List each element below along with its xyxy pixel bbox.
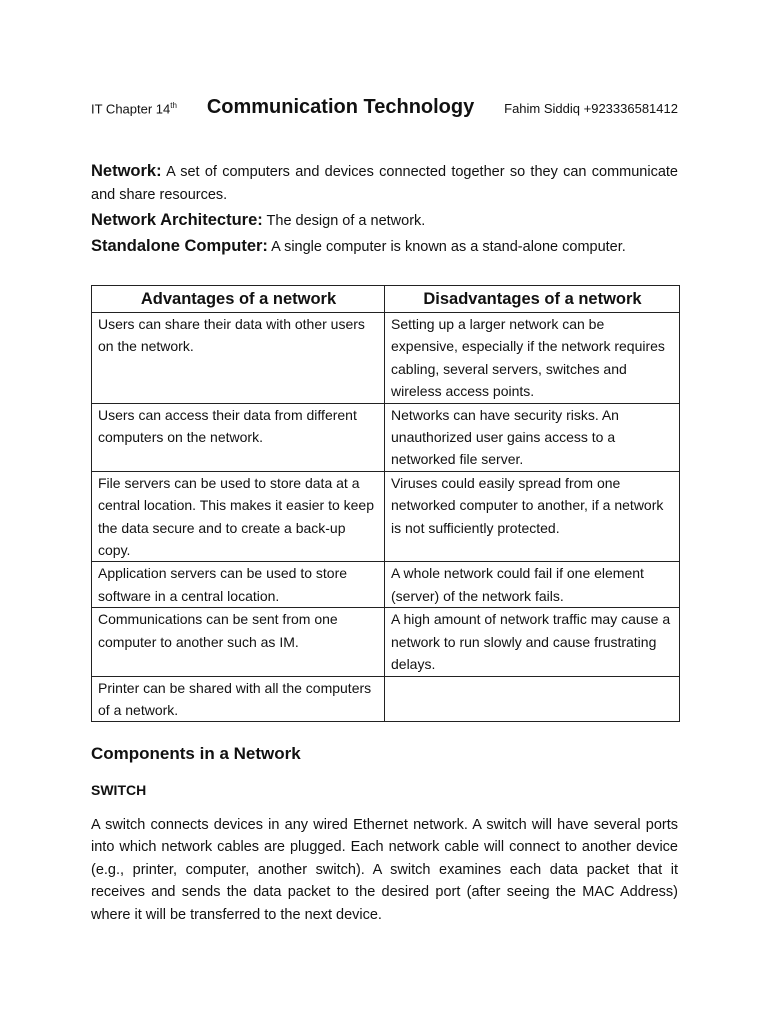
page-header bbox=[91, 96, 678, 122]
table-row bbox=[92, 608, 680, 676]
advantage-cell: Users can share their data with other users on the network. bbox=[92, 313, 385, 404]
definitions bbox=[91, 160, 678, 259]
definition-network: Network: A set of computers and devices connected together so they can communicate and share resources. bbox=[91, 162, 678, 203]
advantage-cell: Communications can be sent from one computer to another such as IM. bbox=[92, 608, 385, 676]
advantage-cell: Users can access their data from different computers on the network. bbox=[92, 403, 385, 471]
table-row bbox=[92, 471, 680, 562]
components-heading: Components in a Network bbox=[91, 744, 301, 763]
disadvantage-cell: A high amount of network traffic may cause a network to run slowly and cause frustrating delays. bbox=[385, 608, 680, 676]
switch-heading: SWITCH bbox=[91, 782, 147, 798]
table-row bbox=[92, 313, 680, 404]
definition-network-architecture: Network Architecture: The design of a network. bbox=[91, 211, 426, 229]
definition-standalone-computer: Standalone Computer: A single computer is known as a stand-alone computer. bbox=[91, 237, 626, 255]
table-header-row bbox=[92, 286, 680, 313]
disadvantage-cell: Setting up a larger network can be expensive, especially if the network requires cabling, several servers, switches and wireless access points. bbox=[385, 313, 680, 404]
document-title: Communication Technology bbox=[206, 96, 475, 118]
chapter-label: IT Chapter 14th bbox=[91, 100, 177, 116]
disadvantage-cell: A whole network could fail if one element (server) of the network fails. bbox=[385, 562, 680, 608]
author-contact: Fahim Siddiq +923336581412 bbox=[504, 101, 678, 116]
advantage-cell: Application servers can be used to store software in a central location. bbox=[92, 562, 385, 608]
disadvantages-header: Disadvantages of a network bbox=[385, 286, 680, 313]
table-row bbox=[92, 562, 680, 608]
components-section bbox=[91, 744, 678, 923]
advantage-cell: Printer can be shared with all the computers of a network. bbox=[92, 676, 385, 722]
disadvantage-cell bbox=[385, 676, 680, 722]
disadvantage-cell: Networks can have security risks. An unauthorized user gains access to a networked file server. bbox=[385, 403, 680, 471]
switch-description: A switch connects devices in any wired Ethernet network. A switch will have several ports into which network cables are plugged. Each network cable will connect to another device (e.g., printer, computer, another switch). A switch examines each data packet that it receives and sends the data packet to the desired port (after seeing the MAC Address) where it will be transferred to the next device. bbox=[91, 817, 678, 923]
advantage-cell: File servers can be used to store data at a central location. This makes it easier to keep the data secure and to create a back-up copy. bbox=[92, 471, 385, 562]
disadvantage-cell: Viruses could easily spread from one networked computer to another, if a network is not sufficiently protected. bbox=[385, 471, 680, 562]
advantages-disadvantages-table bbox=[91, 285, 680, 722]
advantages-header: Advantages of a network bbox=[92, 286, 385, 313]
table-row bbox=[92, 676, 680, 722]
table-row bbox=[92, 403, 680, 471]
